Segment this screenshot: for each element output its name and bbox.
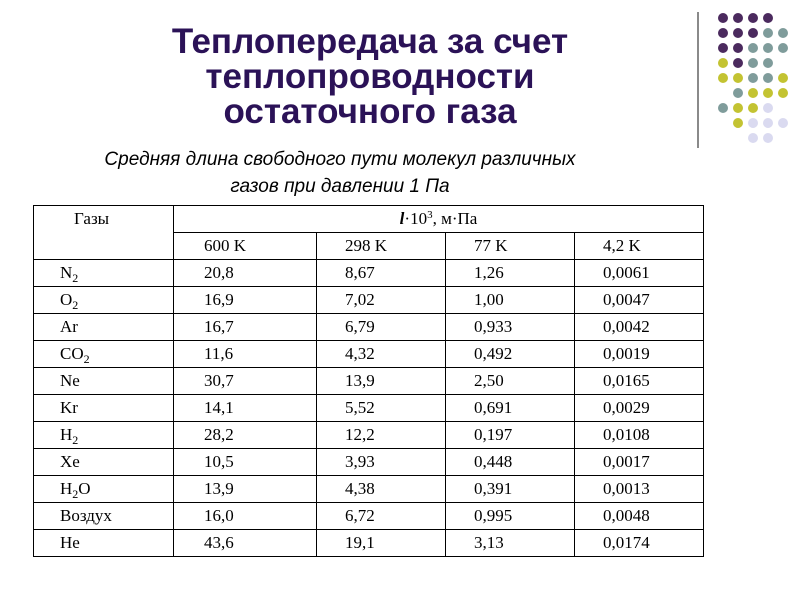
decor-dot <box>733 73 743 83</box>
value-cell: 14,1 <box>174 395 317 422</box>
value-cell: 0,0108 <box>575 422 704 449</box>
value-cell: 13,9 <box>174 476 317 503</box>
value-cell: 11,6 <box>174 341 317 368</box>
value-cell: 0,0029 <box>575 395 704 422</box>
table-row <box>34 422 704 449</box>
temp-header: 298 K <box>317 233 446 260</box>
value-cell: 0,0061 <box>575 260 704 287</box>
value-cell: 4,38 <box>317 476 446 503</box>
gas-formula: He <box>60 533 80 552</box>
value-cell: 7,02 <box>317 287 446 314</box>
value-cell: 0,0019 <box>575 341 704 368</box>
decor-dot <box>763 43 773 53</box>
caption-line-1: Средняя длина свободного пути молекул различных <box>104 149 576 170</box>
gas-subscript: 2 <box>83 352 90 366</box>
decor-dot <box>763 58 773 68</box>
decor-dot <box>778 88 788 98</box>
value-cell: 30,7 <box>174 368 317 395</box>
decor-dot <box>718 103 728 113</box>
table-row <box>34 368 704 395</box>
value-cell: 20,8 <box>174 260 317 287</box>
decor-dot <box>748 88 758 98</box>
gas-name-cell <box>34 287 174 314</box>
table-row <box>34 503 704 530</box>
decor-dot <box>748 58 758 68</box>
gas-name-cell <box>34 530 174 557</box>
decor-dot <box>733 118 743 128</box>
gas-name-cell <box>34 314 174 341</box>
mean-free-path-table <box>33 205 704 557</box>
value-cell: 0,0047 <box>575 287 704 314</box>
gas-formula: Ne <box>60 371 80 390</box>
table-row <box>34 530 704 557</box>
gas-formula: Kr <box>60 398 78 417</box>
value-cell: 1,00 <box>446 287 575 314</box>
table-row <box>34 341 704 368</box>
gas-name-cell <box>34 341 174 368</box>
gas-subscript: 2 <box>72 298 79 312</box>
header-l-mult: ·10 <box>404 209 428 228</box>
gas-formula: Воздух <box>60 506 112 525</box>
temp-header: 600 K <box>174 233 317 260</box>
table-row <box>34 287 704 314</box>
decor-dot <box>733 28 743 38</box>
value-cell: 0,691 <box>446 395 575 422</box>
value-cell: 2,50 <box>446 368 575 395</box>
value-cell: 0,492 <box>446 341 575 368</box>
gas-subscript: 2 <box>72 487 79 501</box>
decor-dot <box>733 13 743 23</box>
value-cell: 0,0017 <box>575 449 704 476</box>
value-cell: 0,995 <box>446 503 575 530</box>
decor-dot <box>778 118 788 128</box>
decor-dot <box>733 58 743 68</box>
header-mean-free-path <box>174 206 704 233</box>
gas-formula-tail: O <box>78 479 91 498</box>
decor-dot <box>778 43 788 53</box>
gas-subscript: 2 <box>72 271 79 285</box>
decor-dot <box>763 118 773 128</box>
gas-name-cell <box>34 395 174 422</box>
value-cell: 0,933 <box>446 314 575 341</box>
decor-dot <box>778 73 788 83</box>
header-l-unit: , м·Па <box>432 209 478 228</box>
decor-dot <box>763 28 773 38</box>
value-cell: 0,0042 <box>575 314 704 341</box>
gas-formula: H <box>60 425 73 444</box>
table-row <box>34 314 704 341</box>
value-cell: 12,2 <box>317 422 446 449</box>
decor-dot <box>748 73 758 83</box>
title-line-3: остаточного газа <box>223 92 517 131</box>
header-gases: Газы <box>34 206 174 260</box>
gas-name-cell <box>34 422 174 449</box>
decor-divider <box>697 12 699 148</box>
decor-dot <box>763 133 773 143</box>
value-cell: 3,13 <box>446 530 575 557</box>
value-cell: 8,67 <box>317 260 446 287</box>
decor-dot <box>748 118 758 128</box>
temp-header: 77 K <box>446 233 575 260</box>
table-row <box>34 260 704 287</box>
title-line-2: теплопроводности <box>205 57 535 96</box>
decor-dot <box>748 103 758 113</box>
table-row <box>34 395 704 422</box>
gas-name-cell <box>34 368 174 395</box>
value-cell: 0,0048 <box>575 503 704 530</box>
gas-formula: CO <box>60 344 84 363</box>
header-l-symbol: l <box>399 209 405 228</box>
value-cell: 10,5 <box>174 449 317 476</box>
gas-subscript: 2 <box>72 433 79 447</box>
header-l-exp: 3 <box>427 209 433 221</box>
gas-formula: Ar <box>60 317 78 336</box>
decor-dot <box>718 43 728 53</box>
decor-dot <box>733 88 743 98</box>
value-cell: 6,79 <box>317 314 446 341</box>
value-cell: 3,93 <box>317 449 446 476</box>
gas-formula: N <box>60 263 73 282</box>
decor-dot <box>718 73 728 83</box>
value-cell: 0,448 <box>446 449 575 476</box>
value-cell: 28,2 <box>174 422 317 449</box>
gas-formula: O <box>60 290 73 309</box>
value-cell: 16,9 <box>174 287 317 314</box>
value-cell: 0,0174 <box>575 530 704 557</box>
value-cell: 16,7 <box>174 314 317 341</box>
temp-header: 4,2 K <box>575 233 704 260</box>
gas-formula: H <box>60 479 73 498</box>
caption-line-2: газов при давлении 1 Па <box>230 176 450 197</box>
value-cell: 0,197 <box>446 422 575 449</box>
value-cell: 0,0165 <box>575 368 704 395</box>
decor-dot <box>748 133 758 143</box>
decor-dot <box>718 58 728 68</box>
table-row <box>34 476 704 503</box>
value-cell: 0,391 <box>446 476 575 503</box>
table-caption <box>40 146 640 200</box>
gas-name-cell <box>34 476 174 503</box>
value-cell: 19,1 <box>317 530 446 557</box>
decor-dot <box>733 103 743 113</box>
decor-dot <box>748 43 758 53</box>
decor-dot <box>748 28 758 38</box>
value-cell: 0,0013 <box>575 476 704 503</box>
value-cell: 6,72 <box>317 503 446 530</box>
table-header-row <box>34 206 704 233</box>
gas-name-cell <box>34 260 174 287</box>
value-cell: 5,52 <box>317 395 446 422</box>
gas-name-cell <box>34 449 174 476</box>
gas-name-cell <box>34 503 174 530</box>
title-line-1: Теплопередача за счет <box>171 22 569 61</box>
value-cell: 13,9 <box>317 368 446 395</box>
value-cell: 43,6 <box>174 530 317 557</box>
value-cell: 1,26 <box>446 260 575 287</box>
value-cell: 16,0 <box>174 503 317 530</box>
decor-dot <box>778 28 788 38</box>
gas-formula: Xe <box>60 452 80 471</box>
decor-dot <box>718 28 728 38</box>
decor-dot <box>748 13 758 23</box>
decor-dot <box>763 103 773 113</box>
slide-title <box>100 24 640 129</box>
decor-dot <box>733 43 743 53</box>
decor-dot <box>763 88 773 98</box>
decor-dot <box>763 73 773 83</box>
decor-dot <box>718 13 728 23</box>
value-cell: 4,32 <box>317 341 446 368</box>
table-row <box>34 449 704 476</box>
decor-dot <box>763 13 773 23</box>
